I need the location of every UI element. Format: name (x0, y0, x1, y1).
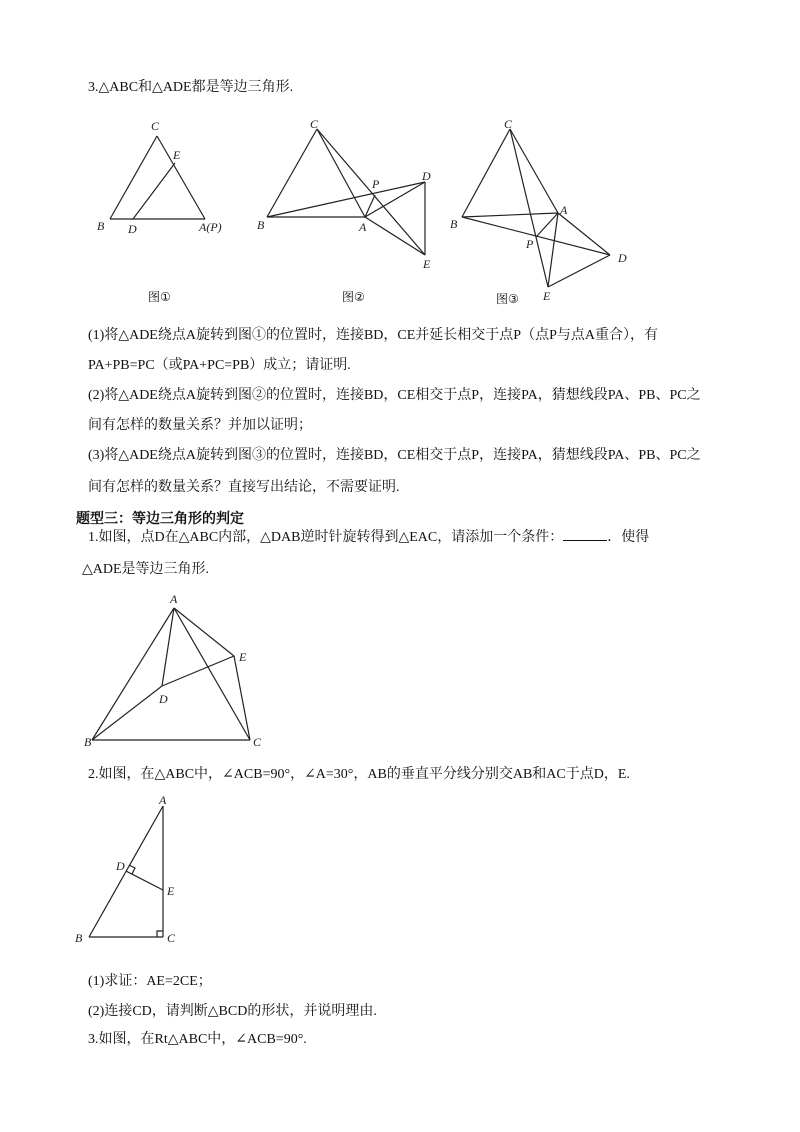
figure-1 (95, 118, 245, 243)
fig2-label-c: C (310, 117, 319, 131)
fig3-label-a: A (560, 203, 568, 217)
fig1-label-e: E (173, 148, 181, 162)
s3-q1-line1 (88, 528, 649, 548)
q3-part1-line2: PA+PB=PC（或PA+PC=PB）成立；请证明. (88, 358, 351, 373)
figure-3-caption: 图③ (496, 292, 519, 306)
fig2-label-e: E (423, 257, 431, 271)
rt-label-e: E (167, 884, 175, 898)
fig1-label-d: D (128, 222, 137, 236)
fig2-label-b: B (257, 218, 265, 232)
s3-q1-text-post: ．使得 (607, 530, 650, 545)
q3-part1-line1: (1)将△ADE绕点A旋转到图①的位置时，连接BD，CE并延长相交于点P（点P与点A重合），有 (88, 328, 658, 343)
s3-q1-line2: △ADE是等边三角形. (82, 562, 210, 577)
q3-part2-line1: (2)将△ADE绕点A旋转到图②的位置时，连接BD，CE相交于点P，连接PA，猜想线段PA、PB、PC之 (88, 388, 701, 403)
s3-q2-line1: 2.如图，在△ABC中，∠ACB=90°，∠A=30°，AB的垂直平分线分别交AB和AC于点D，E. (88, 767, 630, 782)
q3-part2-line2: 间有怎样的数量关系？并加以证明； (88, 418, 312, 433)
q3-part3-line1: (3)将△ADE绕点A旋转到图③的位置时，连接BD，CE相交于点P，连接PA，猜想线段PA、PB、PC之 (88, 448, 701, 463)
figure-2 (255, 115, 445, 275)
fig3-label-d: D (618, 251, 627, 265)
rt-label-b: B (75, 931, 83, 945)
figure-2-caption: 图② (342, 290, 365, 304)
question-3-intro: 3.△ABC和△ADE都是等边三角形. (88, 80, 294, 95)
section-title: 题型三：等边三角形的判定 (76, 510, 244, 526)
figure-1-caption: 图① (148, 290, 171, 304)
fig3-label-c: C (504, 117, 513, 131)
figure-right-triangle (72, 792, 192, 952)
ade-label-c: C (253, 735, 262, 749)
q3-part3-line2: 间有怎样的数量关系？直接写出结论，不需要证明. (88, 480, 400, 495)
ade-label-d: D (159, 692, 168, 706)
rt-label-a: A (159, 793, 167, 807)
ade-label-b: B (84, 735, 92, 749)
figure-ade (82, 590, 272, 750)
s3-q1-text: 1.如图，点D在△ABC内部，△DAB逆时针旋转得到△EAC，请添加一个条件： (88, 530, 564, 545)
fig2-label-d: D (422, 169, 431, 183)
fig1-label-b: B (97, 219, 105, 233)
fig2-label-p: P (372, 177, 380, 191)
fig3-label-p: P (526, 237, 534, 251)
s3-q2-part2: (2)连接CD，请判断△BCD的形状，并说明理由. (88, 1004, 377, 1019)
fig1-label-a: A(P) (199, 220, 222, 234)
ade-label-a: A (170, 592, 178, 606)
s3-q2-part1: (1)求证：AE=2CE； (88, 974, 212, 989)
s3-q3-line1: 3.如图，在Rt△ABC中，∠ACB=90°. (88, 1032, 307, 1047)
ade-label-e: E (239, 650, 247, 664)
fig2-label-a: A (359, 220, 367, 234)
answer-blank[interactable] (563, 528, 607, 541)
rt-label-d: D (116, 859, 125, 873)
fig3-label-b: B (450, 217, 458, 231)
fig3-label-e: E (543, 289, 551, 303)
rt-label-c: C (167, 931, 176, 945)
fig1-label-c: C (151, 119, 160, 133)
figure-3 (448, 115, 638, 303)
